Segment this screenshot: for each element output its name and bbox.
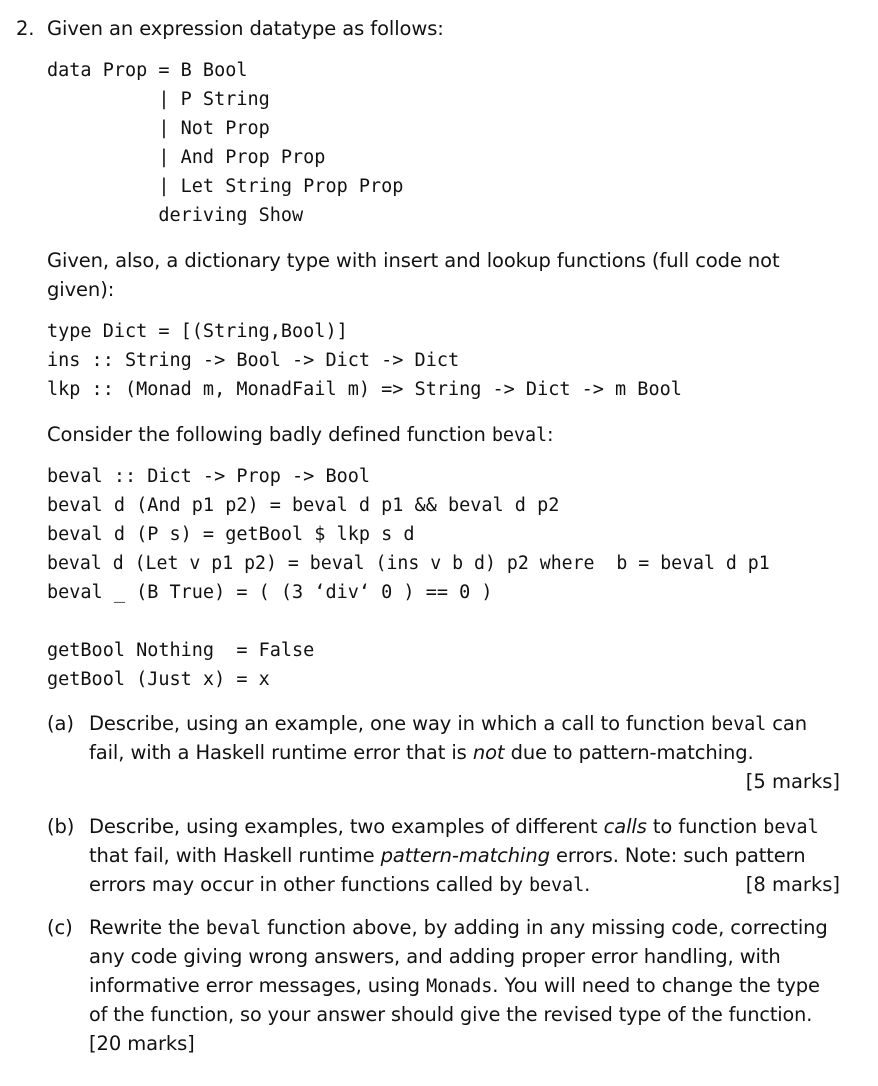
text: Describe, using an example, one way in which a call to function (89, 712, 711, 735)
part-c-line-2: any code giving wrong answers, and adding proper error handling, with (89, 945, 781, 968)
code-line: beval d (P s) = getBool $ lkp s d (47, 524, 415, 545)
part-label: (a) (47, 712, 74, 735)
text: that fail, with Haskell runtime (89, 844, 381, 867)
part-label: (c) (47, 916, 73, 939)
inline-code: Monads (426, 976, 493, 997)
text: . You will need to change the type (492, 974, 820, 997)
code-line: beval :: Dict -> Prop -> Bool (47, 466, 371, 487)
dict-intro-line-2: given): (47, 278, 115, 301)
part-a-marks: [5 marks] (745, 770, 840, 793)
emphasis: pattern-matching (380, 844, 550, 867)
code-line: | Not Prop (47, 118, 270, 139)
part-c-line-4: of the function, so your answer should give the revised type of the function. (89, 1003, 813, 1026)
text: to function (646, 815, 764, 838)
emphasis: not (472, 741, 505, 764)
part-c-marks: [20 marks] (89, 1032, 195, 1055)
text: errors may occur in other functions called by (89, 873, 529, 896)
code-line: getBool Nothing = False (47, 640, 315, 661)
inline-code: beval (763, 817, 819, 838)
code-line: | P String (47, 89, 270, 110)
emphasis: calls (603, 815, 647, 838)
code-line: ins :: String -> Bool -> Dict -> Dict (47, 350, 460, 371)
inline-code: beval (711, 714, 767, 735)
part-b-line-1 (89, 817, 819, 838)
code-line: getBool (Just x) = x (47, 669, 270, 690)
part-c-line-1 (89, 918, 828, 939)
code-line: beval d (And p1 p2) = beval d p1 && beval d p2 (47, 495, 560, 516)
text: fail, with a Haskell runtime error that is (89, 741, 473, 764)
part-b-line-3 (89, 875, 590, 896)
inline-code: beval (491, 425, 548, 446)
text: due to pattern-matching. (504, 741, 754, 764)
code-line: type Dict = [(String,Bool)] (47, 321, 348, 342)
inline-code: beval (205, 918, 262, 939)
text: can (766, 712, 808, 735)
text: . (584, 873, 591, 896)
code-line: beval _ (B True) = ( (3 ‘div‘ 0 ) == 0 ) (47, 582, 493, 603)
consider-text: Consider the following badly defined function (47, 423, 492, 446)
text: errors. Note: such pattern (549, 844, 806, 867)
code-line: lkp :: (Monad m, MonadFail m) => String -> Dict -> m Bool (47, 379, 682, 400)
code-line: beval d (Let v p1 p2) = beval (ins v b d) p2 where b = beval d p1 (47, 553, 770, 574)
code-line: | Let String Prop Prop (47, 176, 404, 197)
part-c-line-3 (89, 976, 820, 997)
part-b-line-2 (89, 846, 806, 866)
code-line: | And Prop Prop (47, 147, 326, 168)
consider-punct: : (547, 423, 554, 446)
text: Describe, using examples, two examples of different (89, 815, 604, 838)
inline-code: beval (528, 875, 585, 896)
code-line: deriving Show (47, 205, 304, 226)
text: Rewrite the (89, 916, 206, 939)
text: function above, by adding in any missing code, correcting (261, 916, 828, 939)
part-label: (b) (47, 815, 75, 838)
part-a-line-2 (89, 743, 754, 763)
consider-paragraph (47, 425, 554, 446)
text: informative error messages, using (89, 974, 427, 997)
code-line: data Prop = B Bool (47, 60, 248, 81)
dict-intro-line-1: Given, also, a dictionary type with insert and lookup functions (full code not (47, 249, 780, 272)
question-intro: Given an expression datatype as follows: (47, 17, 444, 40)
question-number: 2. (16, 17, 35, 40)
part-a-line-1 (89, 714, 807, 735)
part-b-marks: [8 marks] (745, 873, 840, 896)
